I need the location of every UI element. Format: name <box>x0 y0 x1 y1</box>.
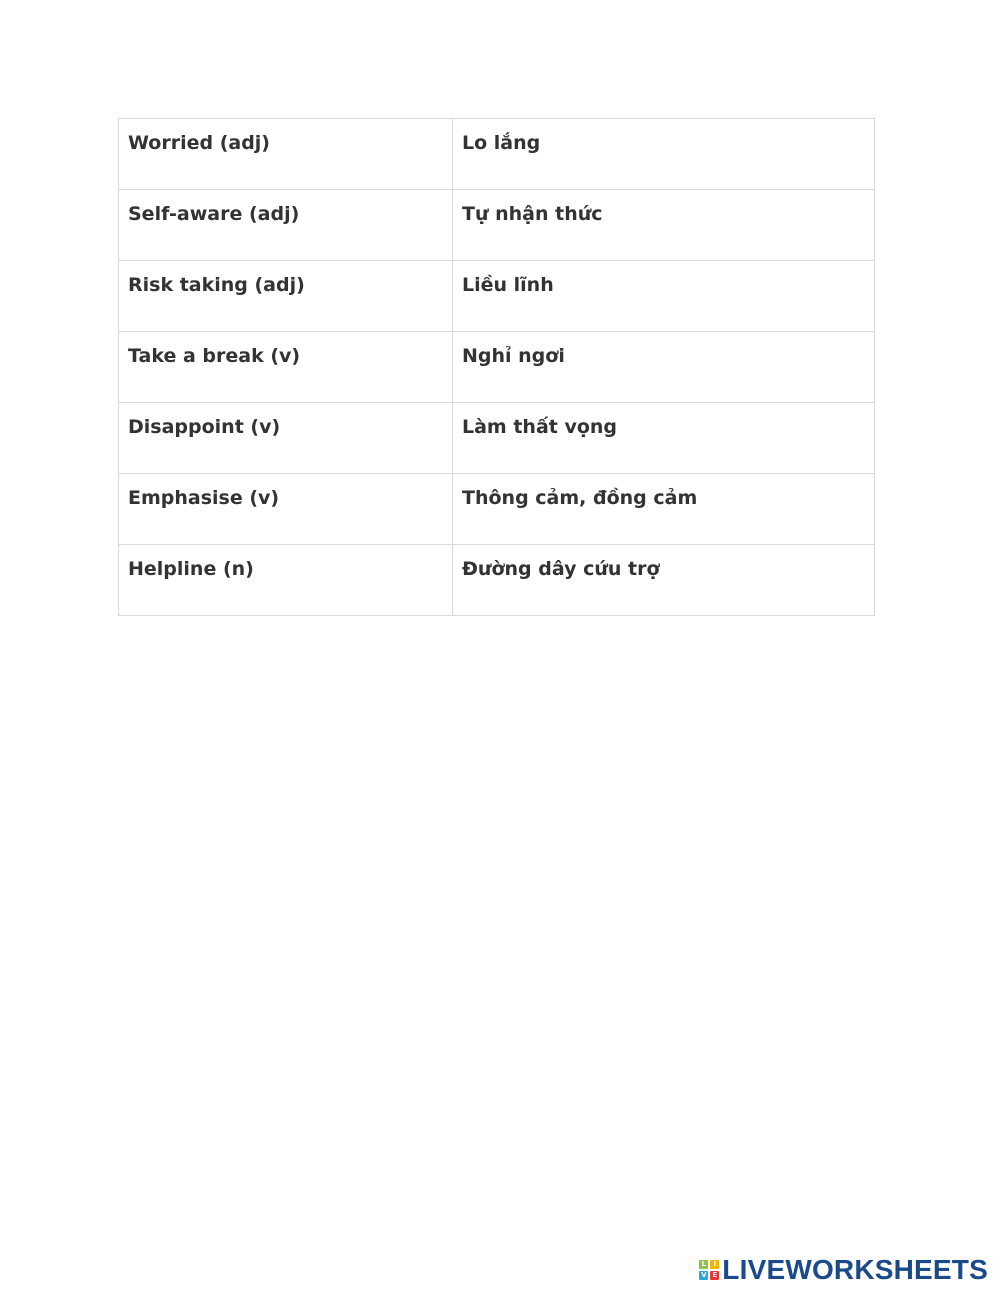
logo-mark-tile: I <box>710 1260 719 1269</box>
meaning-cell: Làm thất vọng <box>453 403 875 474</box>
logo-mark-tile: V <box>701 1271 707 1279</box>
meaning-cell: Lo lắng <box>453 119 875 190</box>
table-row <box>119 403 875 474</box>
logo-mark-tile: E <box>710 1271 719 1280</box>
logo-mark-icon <box>699 1260 719 1280</box>
logo-text: LIVEWORKSHEETS <box>722 1254 988 1285</box>
term-cell: Worried (adj) <box>119 119 453 190</box>
term-cell: Risk taking (adj) <box>119 261 453 332</box>
table-row <box>119 474 875 545</box>
meaning-cell: Thông cảm, đồng cảm <box>453 474 875 545</box>
term-cell: Emphasise (v) <box>119 474 453 545</box>
logo-mark-tile: L <box>699 1260 708 1269</box>
meaning-cell: Liều lĩnh <box>453 261 875 332</box>
term-cell: Helpline (n) <box>119 545 453 616</box>
vocabulary-table <box>118 118 875 616</box>
term-cell: Take a break (v) <box>119 332 453 403</box>
table-row <box>119 190 875 261</box>
table-row <box>119 261 875 332</box>
term-cell: Disappoint (v) <box>119 403 453 474</box>
table-row <box>119 119 875 190</box>
term-cell: Self-aware (adj) <box>119 190 453 261</box>
liveworksheets-logo <box>699 1256 988 1284</box>
table-row <box>119 545 875 616</box>
meaning-cell: Đường dây cứu trợ <box>453 545 875 616</box>
meaning-cell: Tự nhận thức <box>453 190 875 261</box>
table-row <box>119 332 875 403</box>
meaning-cell: Nghỉ ngơi <box>453 332 875 403</box>
